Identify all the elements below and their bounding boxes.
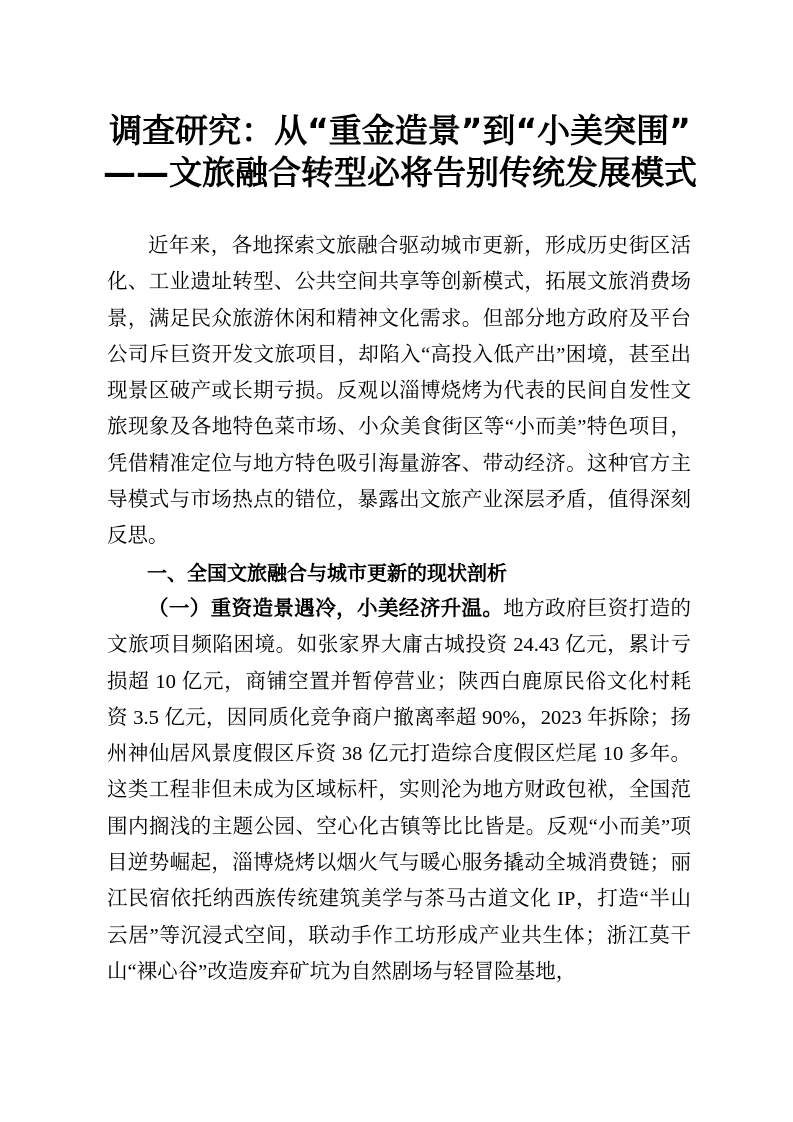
title-line-2: ——文旅融合转型必将告别传统发展模式 xyxy=(103,153,697,192)
document-title xyxy=(100,110,700,194)
subsection-paragraph xyxy=(107,591,691,990)
subsection-lead: （一）重资造景遇冷，小美经济升温。 xyxy=(148,597,504,620)
section-heading: 一、全国文旅融合与城市更新的现状剖析 xyxy=(147,560,507,585)
document-body xyxy=(107,228,691,990)
title-line-1: 调查研究：从“重金造景”到“小美突围” xyxy=(109,111,691,150)
intro-paragraph: 近年来，各地探索文旅融合驱动城市更新，形成历史街区活化、工业遗址转型、公共空间共享等创新模式，拓展文旅消费场景，满足民众旅游休闲和精神文化需求。但部分地方政府及平台公司斥巨资开发文旅项目，却陷入“高投入低产出”困境，甚至出现景区破产或长期亏损。反观以淄博烧烤为代表的民间自发性文旅现象及各地特色菜市场、小众美食街区等“小而美”特色项目，凭借精准定位与地方特色吸引海量游客、带动经济。这种官方主导模式与市场热点的错位，暴露出文旅产业深层矛盾，值得深刻反思。 xyxy=(107,235,691,548)
subsection-body: 地方政府巨资打造的文旅项目频陷困境。如张家界大庸古城投资 24.43 亿元，累计亏损超 10 亿元，商铺空置并暂停营业；陕西白鹿原民俗文化村耗资 3.5 亿元，因同质化竞争商户撤离率超 90%，2023 年拆除；扬州神仙居风景度假区斥资 38 亿元打造综合度假区烂尾 10 多年。这类工程非但未成为区域标杆，实则沦为地方财政包袱，全国范围内搁浅的主题公园、空心化古镇等比比皆是。反观“小而美”项目逆势崛起，淄博烧烤以烟火气与暖心服务撬动全城消费链；丽江民宿依托纳西族传统建筑美学与茶马古道文化 IP，打造“半山云居”等沉浸式空间，联动手作工坊形成产业共生体；浙江莫干山“裸心谷”改造废弃矿坑为自然剧场与轻冒险基地， xyxy=(107,597,692,983)
